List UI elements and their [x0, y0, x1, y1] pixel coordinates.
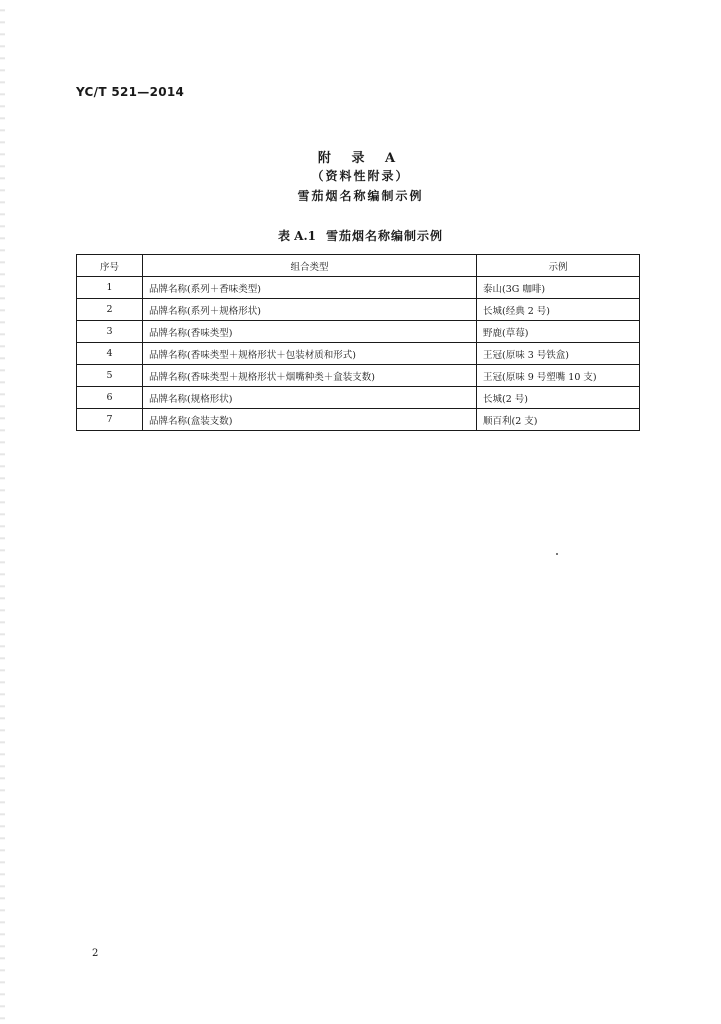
- column-header-number: 序号: [77, 255, 143, 277]
- row-number: 6: [77, 387, 143, 409]
- row-combination: 品牌名称(盒装支数): [143, 409, 477, 431]
- naming-examples-table: [76, 254, 640, 431]
- row-combination: 品牌名称(香味类型＋规格形状＋烟嘴种类＋盒装支数): [143, 365, 477, 387]
- table-caption-title: 雪茄烟名称编制示例: [326, 229, 444, 243]
- page-number: 2: [92, 948, 99, 959]
- table-row: [77, 365, 640, 387]
- row-number: 2: [77, 299, 143, 321]
- row-number: 3: [77, 321, 143, 343]
- column-header-example: 示例: [477, 255, 640, 277]
- appendix-note: （资料性附录）: [311, 169, 410, 183]
- row-example: 长城(2 号): [477, 387, 640, 409]
- row-example: 王冠(原味 3 号铁盒): [477, 343, 640, 365]
- table-row: [77, 299, 640, 321]
- table-row: [77, 343, 640, 365]
- row-combination: 品牌名称(香味类型＋规格形状＋包装材质和形式): [143, 343, 477, 365]
- table-header-row: [77, 255, 640, 277]
- row-combination: 品牌名称(系列＋规格形状): [143, 299, 477, 321]
- table-row: [77, 387, 640, 409]
- row-example: 王冠(原味 9 号塑嘴 10 支): [477, 365, 640, 387]
- row-number: 4: [77, 343, 143, 365]
- column-header-combination: 组合类型: [143, 255, 477, 277]
- document-code: YC/T 521—2014: [76, 85, 185, 99]
- row-number: 5: [77, 365, 143, 387]
- row-combination: 品牌名称(香味类型): [143, 321, 477, 343]
- row-example: 野鹿(草莓): [477, 321, 640, 343]
- row-number: 7: [77, 409, 143, 431]
- appendix-name: 雪茄烟名称编制示例: [297, 189, 424, 203]
- appendix-title: 附 录 A: [317, 151, 404, 166]
- row-number: 1: [77, 277, 143, 299]
- table-caption: [0, 227, 721, 244]
- table-row: [77, 277, 640, 299]
- row-combination: 品牌名称(系列＋香味类型): [143, 277, 477, 299]
- row-combination: 品牌名称(规格形状): [143, 387, 477, 409]
- table-row: [77, 321, 640, 343]
- table-caption-number: 表 A.1: [277, 229, 316, 243]
- row-example: 长城(经典 2 号): [477, 299, 640, 321]
- table-row: [77, 409, 640, 431]
- row-example: 顺百利(2 支): [477, 409, 640, 431]
- scan-speck: [556, 553, 558, 555]
- row-example: 泰山(3G 咖啡): [477, 277, 640, 299]
